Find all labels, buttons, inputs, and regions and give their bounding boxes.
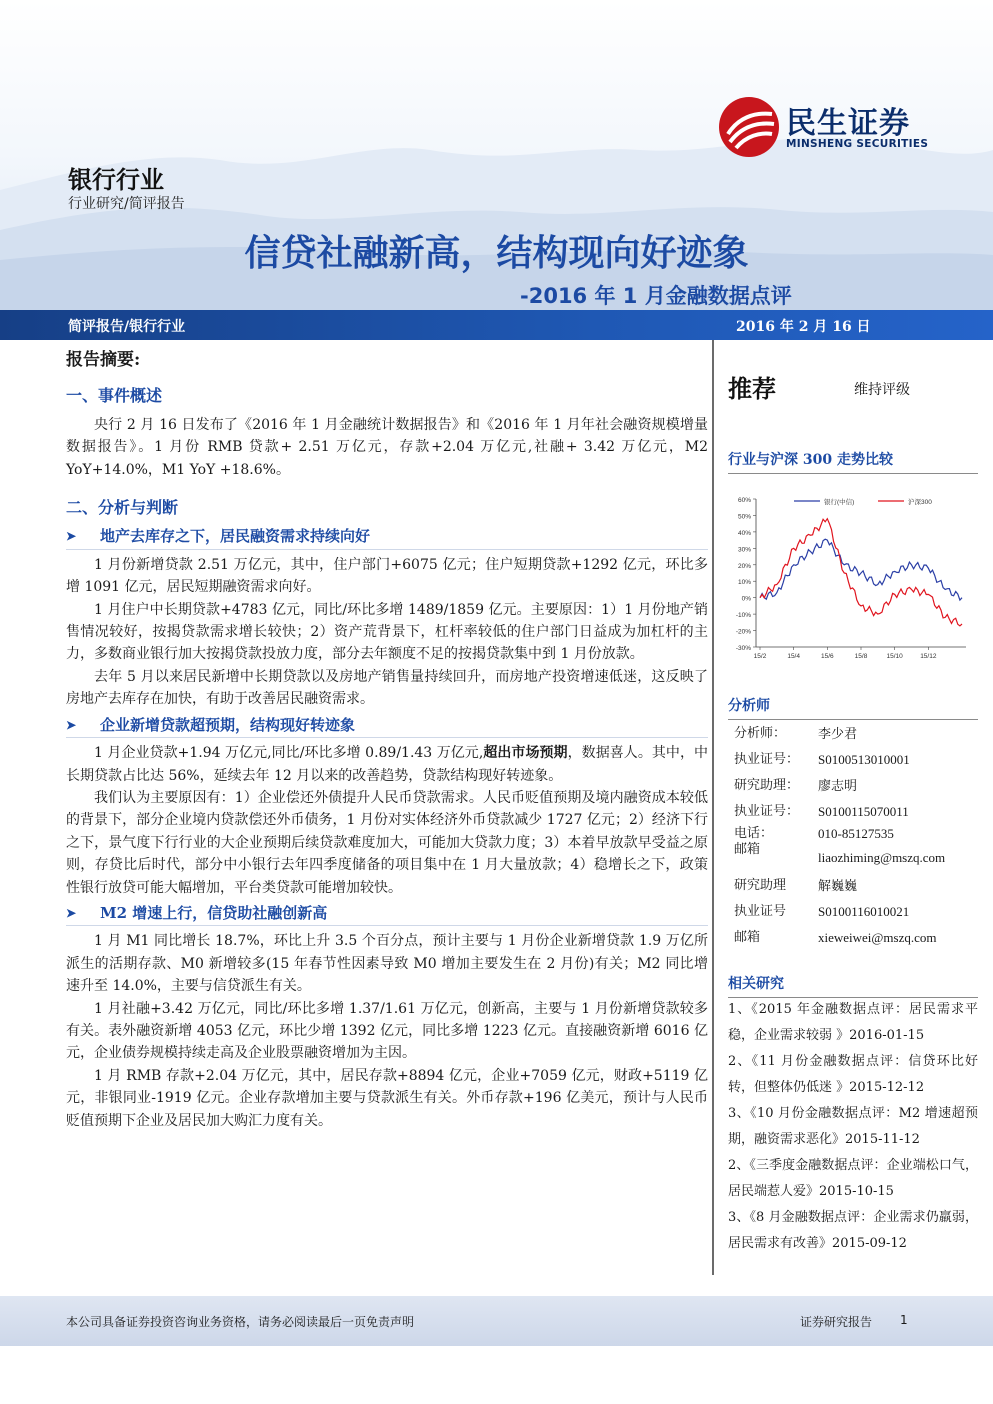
logo-name-cn: 民生证券 bbox=[786, 106, 910, 141]
analyst-key: 执业证号： bbox=[734, 752, 800, 767]
x-tick-label: 15/12 bbox=[920, 653, 937, 660]
paragraph: 1 月份新增贷款 2.51 万亿元，其中，住户部门+6075 亿元；住户短期贷款+1292 亿元，环比多增 1091 亿元，居民短期融资需求向好。 bbox=[66, 556, 708, 596]
section-heading-analysis: 二、分析与判断 bbox=[66, 498, 179, 518]
analyst-value: S0100116010021 bbox=[818, 904, 910, 919]
y-tick-label: 60% bbox=[737, 497, 751, 504]
y-tick-label: 10% bbox=[737, 579, 751, 587]
paragraph: 央行 2 月 16 日发布了《2016 年 1 月金融统计数据报告》和《2016 年 1 月年社会融资规模增量数据报告》。1 月份 RMB 贷款+ 2.51 万亿元，存款+2.04 万亿元,社融+ 3.42 万亿元，M2 YoY+14.0%，M1 YoY +18.6%。 bbox=[66, 416, 708, 478]
emphasis-text: 超出市场预期 bbox=[483, 745, 568, 762]
y-tick-label: -10% bbox=[735, 612, 751, 620]
category-label: 简评报告/银行行业 bbox=[68, 319, 186, 335]
analyst-email[interactable]: xieweiwei@mszq.com bbox=[818, 930, 937, 945]
analyst-value: S0100115070011 bbox=[818, 804, 909, 819]
paragraph bbox=[66, 742, 708, 787]
related-heading: 相关研究 bbox=[728, 973, 978, 998]
analyst-key: 执业证号： bbox=[734, 804, 800, 819]
analyst-value: 李少君 bbox=[818, 726, 858, 741]
analyst-key: 执业证号 bbox=[734, 904, 787, 919]
x-tick-label: 15/4 bbox=[787, 653, 800, 660]
analyst-row bbox=[734, 925, 978, 951]
paragraph: 1 月 M1 同比增长 18.7%，环比上升 3.5 个百分点，预计主要与 1 月份企业新增贷款 1.9 万亿所派生的活期存款、M0 新增较多(15 年春节性因素导致 M0 增加主要发生在 2 月份)有关；M2 同比增速升至 14.0%，主要与信贷派生有关。 bbox=[66, 933, 708, 995]
analyst-value: 廖志明 bbox=[818, 778, 858, 793]
report-date: 2016 年 2 月 16 日 bbox=[736, 319, 871, 335]
analyst-row bbox=[734, 899, 978, 925]
text-run: ，数据喜人。其中，中长期贷款占比达 56%，延续去年 12 月以来的改善趋势，贷款结构现好转迹象。 bbox=[66, 745, 709, 784]
column-divider bbox=[712, 340, 714, 1275]
related-item[interactable]: 2、《三季度金融数据点评：企业端松口气，居民端惹人爱》2015-10-15 bbox=[728, 1158, 978, 1199]
section-heading-overview: 一、事件概述 bbox=[66, 386, 163, 406]
subsection-title: 企业新增贷款超预期，结构现好转迹象 bbox=[100, 715, 356, 734]
chart-heading: 行业与沪深 300 走势比较 bbox=[728, 449, 978, 474]
analyst-row bbox=[734, 721, 978, 747]
footer-disclaimer: 本公司具备证券投资咨询业务资格，请务必阅读最后一页免责声明 bbox=[66, 1315, 415, 1329]
analyst-value: 010-85127535 bbox=[818, 826, 894, 841]
analyst-row bbox=[734, 843, 978, 873]
analyst-heading: 分析师 bbox=[728, 695, 978, 720]
page-footer bbox=[0, 1296, 993, 1346]
subsection-heading bbox=[66, 525, 708, 549]
analyst-row bbox=[734, 747, 978, 773]
analyst-key: 邮箱 bbox=[734, 842, 761, 857]
subsection-heading bbox=[66, 714, 708, 738]
category-bar bbox=[0, 310, 993, 340]
related-research-list bbox=[728, 997, 978, 1257]
report-header bbox=[0, 0, 993, 310]
analyst-value: 解巍巍 bbox=[818, 878, 858, 893]
report-subtitle: -2016 年 1 月金融数据点评 bbox=[520, 284, 792, 308]
trend-chart bbox=[728, 487, 978, 667]
analyst-key: 分析师： bbox=[734, 726, 787, 741]
analyst-row bbox=[734, 825, 978, 843]
report-title: 信贷社融新高，结构现向好迹象 bbox=[244, 233, 749, 274]
related-item[interactable]: 2、《11 月份金融数据点评：信贷环比好转，但整体仍低迷 》2015-12-12 bbox=[728, 1054, 978, 1095]
rating-note: 维持评级 bbox=[854, 382, 910, 398]
analyst-email[interactable]: liaozhiming@mszq.com bbox=[818, 850, 946, 865]
analyst-row bbox=[734, 873, 978, 899]
paragraph: 去年 5 月以来居民新增中长期贷款以及房地产销售量持续回升，而房地产投资增速低迷，这反映了房地产去库存在加快，有助于改善居民融资需求。 bbox=[66, 668, 708, 708]
related-item[interactable]: 1、《2015 年金融数据点评：居民需求平稳，企业需求较弱 》2016-01-15 bbox=[728, 1002, 978, 1043]
paragraph: 我们认为主要原因有：1）企业偿还外债提升人民币贷款需求。人民币贬值预期及境内融资成本较低的背景下，部分企业境内贷款偿还外币债务，1 月份对实体经济外币贷款减少 1727 亿元；2）经济下行之下，景气度下行行业的大企业预期后续贷款难度加大，可能加大贷款力度；3）本着早放款早受益之原则，存贷比后时代，部分中小银行去年四季度储备的项目集中在 1 月大量放款；4）稳增长之下，政策性银行放贷可能大幅增加，平台类贷款可能增加较快。 bbox=[66, 789, 708, 896]
analyst-row bbox=[734, 773, 978, 799]
footer-label: 证券研究报告 bbox=[800, 1315, 873, 1329]
y-tick-label: 50% bbox=[737, 513, 751, 521]
y-tick-label: 0% bbox=[741, 595, 751, 603]
related-item[interactable]: 3、《8 月金融数据点评：企业需求仍羸弱，居民需求有改善》2015-09-12 bbox=[728, 1210, 978, 1251]
legend-label: 银行(中信) bbox=[824, 499, 855, 506]
subsection-title: 地产去库存之下，居民融资需求持续向好 bbox=[100, 527, 371, 546]
company-logo bbox=[718, 96, 958, 158]
x-tick-label: 15/6 bbox=[821, 653, 834, 660]
industry-label: 银行行业 bbox=[68, 166, 164, 194]
text-run: 1 月企业贷款+1.94 万亿元,同比/环比多增 0.89/1.43 万亿元, bbox=[94, 745, 484, 762]
logo-name-en: MINSHENG SECURITIES bbox=[786, 138, 929, 150]
analyst-key: 研究助理 bbox=[734, 878, 787, 893]
page-number: 1 bbox=[900, 1313, 908, 1327]
analyst-key: 邮箱 bbox=[734, 930, 761, 945]
arrow-bullet-icon: ➤ bbox=[66, 717, 77, 732]
analyst-row bbox=[734, 799, 978, 825]
y-tick-label: -20% bbox=[735, 628, 751, 636]
summary-heading: 报告摘要: bbox=[66, 350, 141, 370]
report-type: 行业研究/简评报告 bbox=[68, 196, 185, 212]
y-tick-label: -30% bbox=[735, 645, 751, 652]
rating: 推荐 bbox=[728, 375, 776, 403]
analyst-list bbox=[734, 721, 978, 951]
legend-label: 沪深300 bbox=[908, 499, 932, 506]
paragraph: 1 月住户中长期贷款+4783 亿元，同比/环比多增 1489/1859 亿元。主要原因：1）1 月份地产销售情况较好，按揭贷款需求增长较快；2）资产荒背景下，杠杆率较低的住户部门日益成为加杠杆的主力，多数商业银行加大按揭贷款投放力度，部分去年额度不足的按揭贷款集中到 1 月份放款。 bbox=[66, 601, 708, 663]
x-tick-label: 15/10 bbox=[886, 653, 903, 660]
analyst-key: 研究助理： bbox=[734, 778, 800, 793]
y-tick-label: 30% bbox=[737, 546, 751, 554]
subsection-title: M2 增速上行，信贷助社融创新高 bbox=[100, 903, 328, 922]
analyst-value: S0100513010001 bbox=[818, 752, 910, 767]
y-tick-label: 40% bbox=[737, 529, 751, 537]
related-item[interactable]: 3、《10 月份金融数据点评：M2 增速超预期，融资需求恶化》2015-11-12 bbox=[728, 1106, 978, 1147]
minsheng-logo-icon bbox=[718, 96, 780, 158]
paragraph: 1 月 RMB 存款+2.04 万亿元，其中，居民存款+8894 亿元，企业+7059 亿元，财政+5119 亿元，非银同业-1919 亿元。企业存款增加主要与贷款派生有关。外币存款+196 亿美元，预计与人民币贬值预期下企业及居民加大购汇力度有关。 bbox=[66, 1067, 708, 1129]
y-tick-label: 20% bbox=[737, 562, 751, 570]
arrow-bullet-icon: ➤ bbox=[66, 905, 77, 920]
main-content bbox=[66, 345, 708, 1132]
subsection-heading bbox=[66, 902, 708, 926]
series-line-1 bbox=[760, 539, 962, 600]
analyst-key: 电话： bbox=[734, 826, 774, 841]
x-tick-label: 15/8 bbox=[854, 653, 868, 660]
arrow-bullet-icon: ➤ bbox=[66, 529, 77, 544]
paragraph: 1 月社融+3.42 万亿元，同比/环比多增 1.37/1.61 万亿元，创新高，主要与 1 月份新增贷款较多有关。表外融资新增 4053 亿元，环比少增 1392 亿元，同比多增 1223 亿元。直接融资新增 6016 亿元，企业债券规模持续走高及企业股票融资增加为主因。 bbox=[66, 1000, 708, 1062]
x-tick-label: 15/2 bbox=[753, 653, 767, 660]
